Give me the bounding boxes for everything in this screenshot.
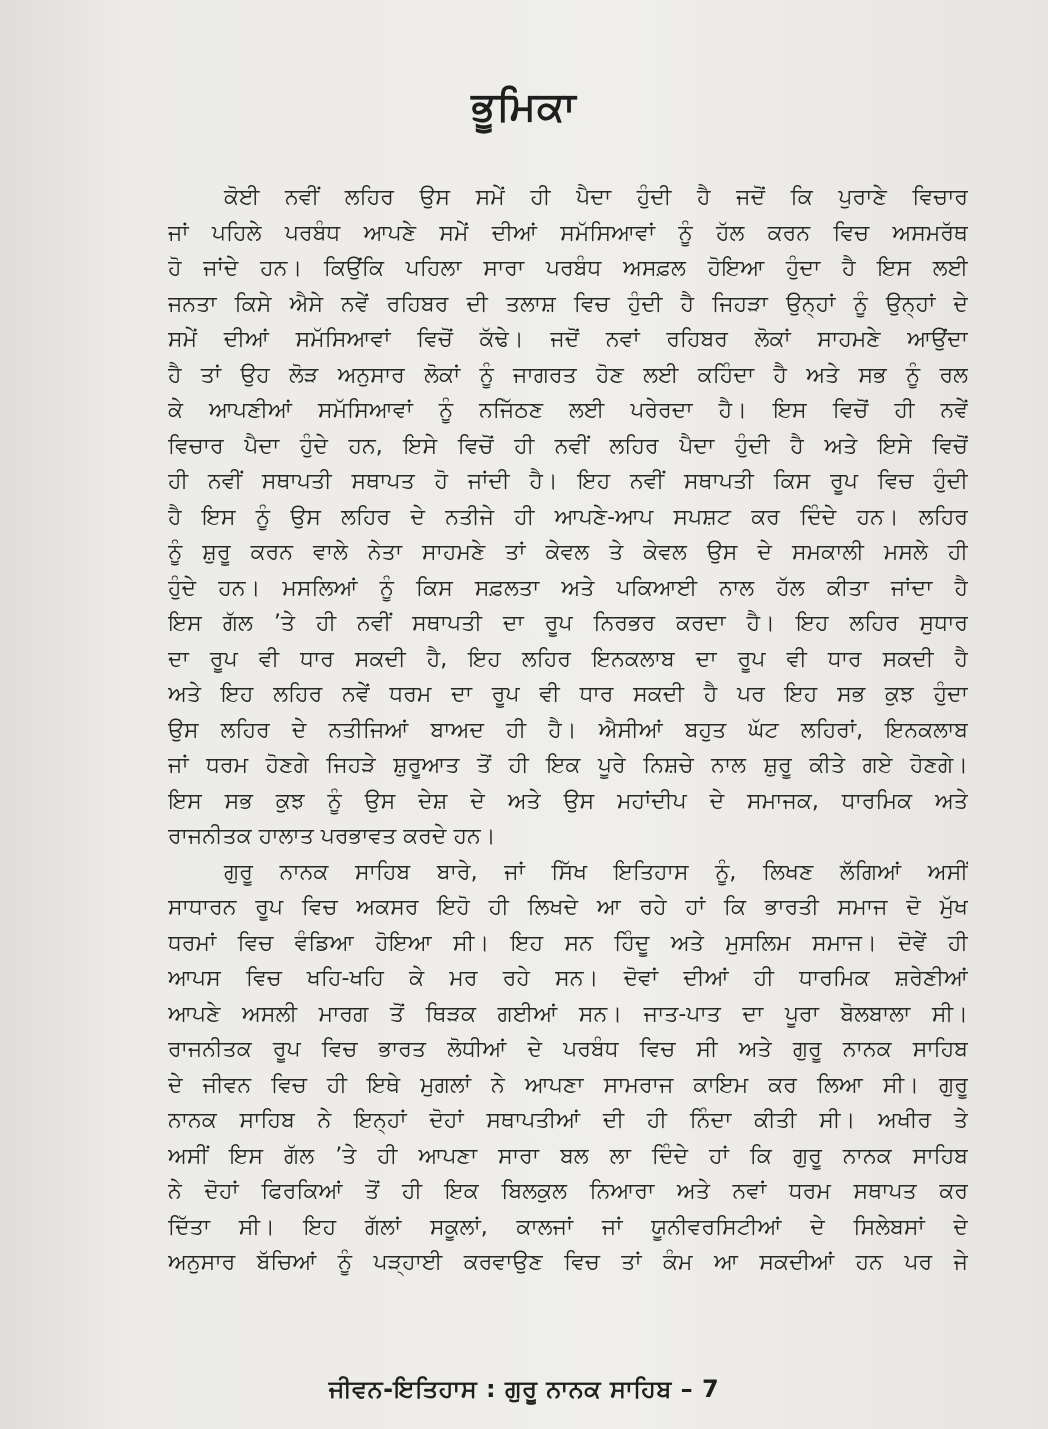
text-line: ਅਨੁਸਾਰ ਬੱਚਿਆਂ ਨੂੰ ਪੜ੍ਹਾਈ ਕਰਵਾਉਣ ਵਿਚ ਤਾਂ ਕੰਮ ਆ ਸਕਦੀਆਂ ਹਨ ਪਰ ਜੇ <box>168 1250 968 1275</box>
text-line: ਰਾਜਨੀਤਕ ਰੂਪ ਵਿਚ ਭਾਰਤ ਲੋਧੀਆਂ ਦੇ ਪਰਬੰਧ ਵਿਚ ਸੀ ਅਤੇ ਗੁਰੂ ਨਾਨਕ ਸਾਹਿਬ <box>168 1037 968 1062</box>
text-line: ਅਸੀਂ ਇਸ ਗੱਲ ’ਤੇ ਹੀ ਆਪਣਾ ਸਾਰਾ ਬਲ ਲਾ ਦਿੰਦੇ ਹਾਂ ਕਿ ਗੁਰੂ ਨਾਨਕ ਸਾਹਿਬ <box>168 1143 968 1169</box>
text-line: ਕੋਈ ਨਵੀਂ ਲਹਿਰ ਉਸ ਸਮੇਂ ਹੀ ਪੈਦਾ ਹੁੰਦੀ ਹੈ ਜਦੋਂ ਕਿ ਪੁਰਾਣੇ ਵਿਚਾਰ <box>224 185 968 210</box>
text-line: ਨਾਨਕ ਸਾਹਿਬ ਨੇ ਇਨ੍ਹਾਂ ਦੋਹਾਂ ਸਥਾਪਤੀਆਂ ਦੀ ਹੀ ਨਿੰਦਾ ਕੀਤੀ ਸੀ। ਅਖੀਰ ਤੇ <box>168 1108 968 1133</box>
text-line: ਜਨਤਾ ਕਿਸੇ ਐਸੇ ਨਵੇਂ ਰਹਿਬਰ ਦੀ ਤਲਾਸ਼ ਵਿਚ ਹੁੰਦੀ ਹੈ ਜਿਹੜਾ ਉਨ੍ਹਾਂ ਨੂੰ ਉਨ੍ਹਾਂ ਦੇ <box>168 291 968 317</box>
text-line: ਹੈ ਤਾਂ ਉਹ ਲੋੜ ਅਨੁਸਾਰ ਲੋਕਾਂ ਨੂੰ ਜਾਗਰਤ ਹੋਣ ਲਈ ਕਹਿੰਦਾ ਹੈ ਅਤੇ ਸਭ ਨੂੰ ਰਲ <box>168 362 968 388</box>
text-line: ਵਿਚਾਰ ਪੈਦਾ ਹੁੰਦੇ ਹਨ, ਇਸੇ ਵਿਚੋਂ ਹੀ ਨਵੀਂ ਲਹਿਰ ਪੈਦਾ ਹੁੰਦੀ ਹੈ ਅਤੇ ਇਸੇ ਵਿਚੋਂ <box>168 433 968 459</box>
text-line: ਹੈ ਇਸ ਨੂੰ ਉਸ ਲਹਿਰ ਦੇ ਨਤੀਜੇ ਹੀ ਆਪਣੇ-ਆਪ ਸਪਸ਼ਟ ਕਰ ਦਿੰਦੇ ਹਨ। ਲਹਿਰ <box>168 504 968 530</box>
text-line: ਉਸ ਲਹਿਰ ਦੇ ਨਤੀਜਿਆਂ ਬਾਅਦ ਹੀ ਹੈ। ਐਸੀਆਂ ਬਹੁਤ ਘੱਟ ਲਹਿਰਾਂ, ਇਨਕਲਾਬ <box>168 717 968 743</box>
text-line: ਅਤੇ ਇਹ ਲਹਿਰ ਨਵੇਂ ਧਰਮ ਦਾ ਰੂਪ ਵੀ ਧਾਰ ਸਕਦੀ ਹੈ ਪਰ ਇਹ ਸਭ ਕੁਝ ਹੁੰਦਾ <box>168 682 968 707</box>
text-line: ਹੀ ਨਵੀਂ ਸਥਾਪਤੀ ਸਥਾਪਤ ਹੋ ਜਾਂਦੀ ਹੈ। ਇਹ ਨਵੀਂ ਸਥਾਪਤੀ ਕਿਸ ਰੂਪ ਵਿਚ ਹੁੰਦੀ <box>168 469 968 494</box>
page-title: ਭੂਮਿਕਾ <box>471 84 577 130</box>
body-text <box>168 180 968 1281</box>
text-line: ਹੁੰਦੇ ਹਨ। ਮਸਲਿਆਂ ਨੂੰ ਕਿਸ ਸਫ਼ਲਤਾ ਅਤੇ ਪਕਿਆਈ ਨਾਲ ਹੱਲ ਕੀਤਾ ਜਾਂਦਾ ਹੈ <box>168 575 968 601</box>
text-line: ਕੇ ਆਪਣੀਆਂ ਸਮੱਸਿਆਵਾਂ ਨੂੰ ਨਜਿੱਠਣ ਲਈ ਪਰੇਰਦਾ ਹੈ। ਇਸ ਵਿਚੋਂ ਹੀ ਨਵੇਂ <box>168 398 968 423</box>
text-line: ਗੁਰੂ ਨਾਨਕ ਸਾਹਿਬ ਬਾਰੇ, ਜਾਂ ਸਿੱਖ ਇਤਿਹਾਸ ਨੂੰ, ਲਿਖਣ ਲੱਗਿਆਂ ਅਸੀਂ <box>224 859 968 885</box>
text-line: ਇਸ ਗੱਲ ’ਤੇ ਹੀ ਨਵੀਂ ਸਥਾਪਤੀ ਦਾ ਰੂਪ ਨਿਰਭਰ ਕਰਦਾ ਹੈ। ਇਹ ਲਹਿਰ ਸੁਧਾਰ <box>168 611 968 636</box>
text-line: ਆਪਸ ਵਿਚ ਖਹਿ-ਖਹਿ ਕੇ ਮਰ ਰਹੇ ਸਨ। ਦੋਵਾਂ ਦੀਆਂ ਹੀ ਧਾਰਮਿਕ ਸ਼ਰੇਣੀਆਂ <box>168 966 968 991</box>
text-line: ਸਮੇਂ ਦੀਆਂ ਸਮੱਸਿਆਵਾਂ ਵਿਚੋਂ ਕੱਢੇ। ਜਦੋਂ ਨਵਾਂ ਰਹਿਬਰ ਲੋਕਾਂ ਸਾਹਮਣੇ ਆਉਂਦਾ <box>168 327 968 352</box>
text-line: ਆਪਣੇ ਅਸਲੀ ਮਾਰਗ ਤੋਂ ਥਿੜਕ ਗਈਆਂ ਸਨ। ਜਾਤ-ਪਾਤ ਦਾ ਪੂਰਾ ਬੋਲਬਾਲਾ ਸੀ। <box>168 1001 968 1027</box>
text-line: ਦਾ ਰੂਪ ਵੀ ਧਾਰ ਸਕਦੀ ਹੈ, ਇਹ ਲਹਿਰ ਇਨਕਲਾਬ ਦਾ ਰੂਪ ਵੀ ਧਾਰ ਸਕਦੀ ਹੈ <box>168 646 968 672</box>
text-line: ਸਾਧਾਰਨ ਰੂਪ ਵਿਚ ਅਕਸਰ ਇਹੋ ਹੀ ਲਿਖਦੇ ਆ ਰਹੇ ਹਾਂ ਕਿ ਭਾਰਤੀ ਸਮਾਜ ਦੋ ਮੁੱਖ <box>168 895 968 920</box>
text-line: ਧਰਮਾਂ ਵਿਚ ਵੰਡਿਆ ਹੋਇਆ ਸੀ। ਇਹ ਸਨ ਹਿੰਦੂ ਅਤੇ ਮੁਸਲਿਮ ਸਮਾਜ। ਦੋਵੇਂ ਹੀ <box>168 930 968 956</box>
text-line: ਇਸ ਸਭ ਕੁਝ ਨੂੰ ਉਸ ਦੇਸ਼ ਦੇ ਅਤੇ ਉਸ ਮਹਾਂਦੀਪ ਦੇ ਸਮਾਜਕ, ਧਾਰਮਿਕ ਅਤੇ <box>168 788 968 814</box>
text-line: ਨੂੰ ਸ਼ੁਰੂ ਕਰਨ ਵਾਲੇ ਨੇਤਾ ਸਾਹਮਣੇ ਤਾਂ ਕੇਵਲ ਤੇ ਕੇਵਲ ਉਸ ਦੇ ਸਮਕਾਲੀ ਮਸਲੇ ਹੀ <box>168 540 968 565</box>
text-line: ਜਾਂ ਪਹਿਲੇ ਪਰਬੰਧ ਆਪਣੇ ਸਮੇਂ ਦੀਆਂ ਸਮੱਸਿਆਵਾਂ ਨੂੰ ਹੱਲ ਕਰਨ ਵਿਚ ਅਸਮਰੱਥ <box>168 220 968 246</box>
text-line: ਦੇ ਜੀਵਨ ਵਿਚ ਹੀ ਇਥੇ ਮੁਗਲਾਂ ਨੇ ਆਪਣਾ ਸਾਮਰਾਜ ਕਾਇਮ ਕਰ ਲਿਆ ਸੀ। ਗੁਰੂ <box>168 1072 968 1098</box>
text-line: ਹੋ ਜਾਂਦੇ ਹਨ। ਕਿਉਂਕਿ ਪਹਿਲਾ ਸਾਰਾ ਪਰਬੰਧ ਅਸਫ਼ਲ ਹੋਇਆ ਹੁੰਦਾ ਹੈ ਇਸ ਲਈ <box>168 256 968 281</box>
text-line: ਜਾਂ ਧਰਮ ਹੋਣਗੇ ਜਿਹੜੇ ਸ਼ੁਰੂਆਤ ਤੋਂ ਹੀ ਇਕ ਪੂਰੇ ਨਿਸ਼ਚੇ ਨਾਲ ਸ਼ੁਰੂ ਕੀਤੇ ਗਏ ਹੋਣਗੇ। <box>168 753 968 778</box>
text-line: ਰਾਜਨੀਤਕ ਹਾਲਾਤ ਪਰਭਾਵਤ ਕਰਦੇ ਹਨ। <box>168 824 496 849</box>
text-line: ਦਿੱਤਾ ਸੀ। ਇਹ ਗੱਲਾਂ ਸਕੂਲਾਂ, ਕਾਲਜਾਂ ਜਾਂ ਯੂਨੀਵਰਸਿਟੀਆਂ ਦੇ ਸਿਲੇਬਸਾਂ ਦੇ <box>168 1214 968 1240</box>
page-footer: ਜੀਵਨ-ਇਤਿਹਾਸ : ਗੁਰੂ ਨਾਨਕ ਸਾਹਿਬ – 7 <box>328 1375 720 1403</box>
text-line: ਨੇ ਦੋਹਾਂ ਫਿਰਕਿਆਂ ਤੋਂ ਹੀ ਇਕ ਬਿਲਕੁਲ ਨਿਆਰਾ ਅਤੇ ਨਵਾਂ ਧਰਮ ਸਥਾਪਤ ਕਰ <box>168 1179 968 1204</box>
